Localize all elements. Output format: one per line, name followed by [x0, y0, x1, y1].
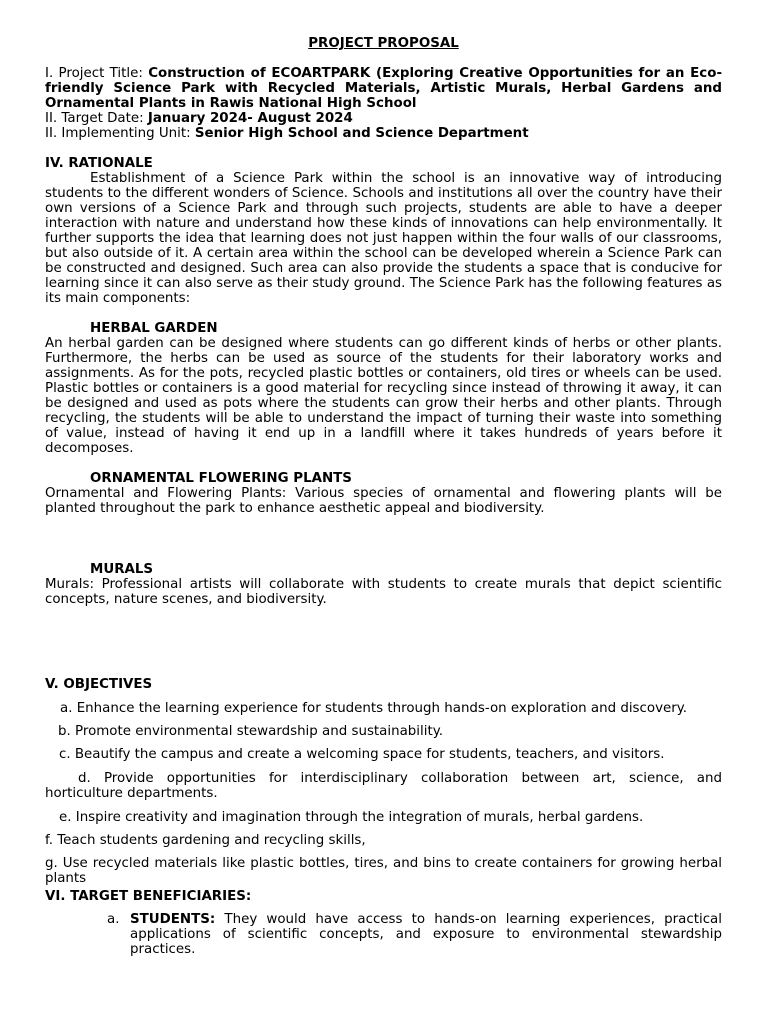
murals-body: Murals: Professional artists will collaborate with students to create murals that depict scientific concepts, nature scenes, and biodiversity. [45, 577, 722, 607]
project-title-value: Construction of ECOARTPARK (Exploring Creative Opportunities for an Eco-friendly Science Park with Recycled Materials, Artistic Murals, Herbal Gardens and Ornamental Plants in Rawis National High School [45, 66, 723, 111]
project-title-label: I. Project Title: [45, 66, 149, 81]
murals-heading: MURALS [90, 562, 154, 577]
beneficiary-item [45, 912, 722, 957]
objective-item: c. Beautify the campus and create a welcoming space for students, teachers, and visitors. [59, 747, 665, 762]
objective-item: a. Enhance the learning experience for students through hands-on exploration and discovery. [60, 701, 688, 716]
document-page [45, 36, 722, 957]
target-date-value: January 2024- August 2024 [147, 111, 353, 126]
objective-item: d. Provide opportunities for interdisciplinary collaboration between art, science, and horticulture departments. [45, 771, 722, 801]
objectives-heading: V. OBJECTIVES [45, 677, 153, 692]
page-title: PROJECT PROPOSAL [308, 36, 459, 51]
ornamental-heading: ORNAMENTAL FLOWERING PLANTS [90, 471, 352, 486]
herbal-garden-heading: HERBAL GARDEN [90, 321, 218, 336]
project-title-line [45, 66, 722, 111]
objective-item: g. Use recycled materials like plastic bottles, tires, and bins to create containers for growing herbal plants [45, 856, 722, 886]
rationale-heading: IV. RATIONALE [45, 156, 153, 171]
beneficiary-text: They would have access to hands-on learning experiences, practical applications of scientific concepts, and exposure to environmental stewardship practices. [130, 912, 722, 957]
implementing-unit-label: II. Implementing Unit: [45, 126, 195, 141]
target-date-line [45, 111, 722, 126]
beneficiary-marker: a. [107, 912, 120, 927]
objective-item: b. Promote environmental stewardship and sustainability. [58, 724, 443, 739]
herbal-garden-body: An herbal garden can be designed where students can go different kinds of herbs or other plants. Furthermore, the herbs can be used as source of the students for their laboratory works and assignments. As for the pots, recycled plastic bottles or containers, old tires or wheels can be used. Plastic bottles or containers is a good material for recycling since instead of throwing it away, it can be designed and used as pots where the students can grow their herbs and other plants. Through recycling, the students will be able to understand the impact of turning their waste into something of value, instead of having it end up in a landfill where it takes hundreds of years before it decomposes. [45, 336, 722, 456]
implementing-unit-line [45, 126, 722, 141]
objective-item: f. Teach students gardening and recycling skills, [45, 833, 366, 848]
ornamental-body: Ornamental and Flowering Plants: Various species of ornamental and flowering plants will be planted throughout the park to enhance aesthetic appeal and biodiversity. [45, 486, 722, 516]
objective-item: e. Inspire creativity and imagination through the integration of murals, herbal gardens. [59, 810, 644, 825]
target-date-label: II. Target Date: [45, 111, 148, 126]
beneficiaries-heading: VI. TARGET BENEFICIARIES: [45, 889, 252, 904]
implementing-unit-value: Senior High School and Science Department [194, 126, 529, 141]
rationale-body: Establishment of a Science Park within the school is an innovative way of introducing students to the different wonders of Science. Schools and institutions all over the country have their own versions of a Science Park and through such projects, students are able to have a deeper interaction with nature and understand how these kinds of innovations can help environmentally. It further supports the idea that learning does not just happen within the four walls of our classrooms, but also outside of it. A certain area within the school can be developed wherein a Science Park can be constructed and designed. Such area can also provide the students a space that is conducive for learning since it can also serve as their study ground. The Science Park has the following features as its main components: [45, 171, 722, 306]
beneficiary-label: STUDENTS: [130, 912, 216, 927]
